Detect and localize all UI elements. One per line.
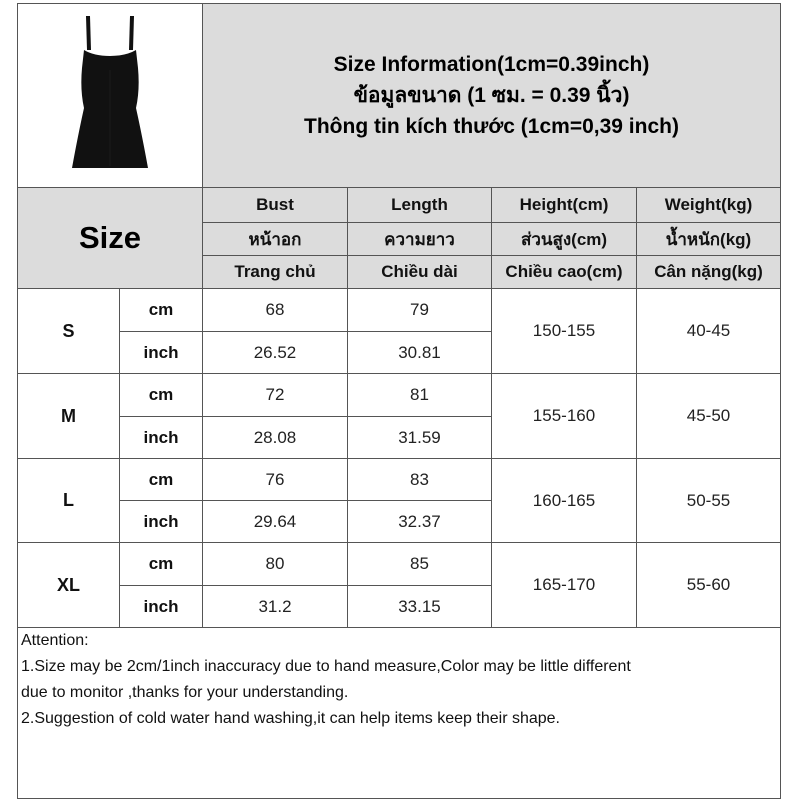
l-weight: 50-55	[686, 490, 731, 510]
weight-header-th: น้ำหนัก(kg)	[637, 223, 780, 255]
grid-line	[119, 416, 491, 417]
grid-line	[119, 288, 120, 628]
title-vietnamese: Thông tin kích thước (1cm=0,39 inch)	[304, 115, 679, 138]
xl-length-cm: 85	[410, 554, 429, 573]
xl-bust-inch: 31.2	[258, 596, 292, 616]
length-header-th: ความยาว	[348, 223, 491, 255]
unit-cm: cm	[148, 300, 174, 319]
l-bust-cm: 76	[265, 469, 285, 489]
title-thai: ข้อมูลขนาด (1 ซม. = 0.39 นิ้ว)	[353, 84, 630, 107]
bust-header-th: หน้าอก	[203, 223, 347, 255]
attention-notes	[21, 628, 781, 732]
grid-line	[119, 500, 491, 501]
unit-inch: inch	[143, 427, 179, 447]
size-info-header	[203, 4, 780, 187]
bust-header-vi: Trang chủ	[203, 256, 347, 288]
dress-icon	[50, 10, 170, 182]
grid-line	[119, 585, 491, 586]
height-header-en: Height(cm)	[492, 188, 636, 222]
s-height: 150-155	[532, 321, 596, 340]
size-s-label: S	[62, 320, 75, 341]
size-xl-label: XL	[56, 574, 80, 595]
unit-cm: cm	[148, 385, 174, 404]
xl-bust-cm: 80	[265, 554, 285, 573]
m-length-inch: 31.59	[398, 427, 441, 447]
grid-line	[119, 331, 491, 332]
s-length-inch: 30.81	[398, 342, 441, 362]
grid-line	[202, 3, 203, 628]
note-line-1: 1.Size may be 2cm/1inch inaccuracy due to hand measure,Color may be little different	[21, 658, 631, 675]
l-bust-inch: 29.64	[253, 511, 297, 531]
grid-line	[17, 288, 781, 289]
size-column-header	[18, 188, 202, 288]
grid-line	[636, 187, 637, 628]
grid-line	[347, 187, 348, 628]
m-length-cm: 81	[410, 385, 429, 404]
note-line-3: 2.Suggestion of cold water hand washing,it can help items keep their shape.	[21, 710, 560, 727]
note-line-2: due to monitor ,thanks for your understanding.	[21, 684, 349, 701]
m-weight: 45-50	[686, 406, 731, 425]
size-m-label: M	[61, 405, 76, 426]
xl-weight: 55-60	[686, 575, 731, 594]
weight-header-en: Weight(kg)	[637, 188, 780, 222]
m-bust-cm: 72	[265, 385, 285, 404]
grid-line	[17, 542, 781, 543]
size-header-label: Size	[78, 220, 142, 255]
length-header-en: Length	[348, 188, 491, 222]
note-heading: Attention:	[21, 632, 89, 649]
bust-header-en: Bust	[203, 188, 347, 222]
grid-line	[491, 187, 492, 628]
unit-cm: cm	[148, 469, 174, 489]
grid-line	[17, 187, 781, 188]
l-length-cm: 83	[410, 469, 429, 489]
s-weight: 40-45	[686, 321, 731, 340]
m-height: 155-160	[532, 406, 596, 425]
l-length-inch: 32.37	[398, 511, 441, 531]
title-english: Size Information(1cm=0.39inch)	[333, 53, 650, 76]
s-length-cm: 79	[410, 300, 429, 319]
unit-inch: inch	[143, 342, 179, 362]
weight-header-vi: Cân nặng(kg)	[637, 256, 780, 288]
length-header-vi: Chiều dài	[348, 256, 491, 288]
height-header-th: ส่วนสูง(cm)	[492, 223, 636, 255]
grid-line	[17, 373, 781, 374]
grid-line	[17, 458, 781, 459]
l-height: 160-165	[532, 490, 596, 510]
unit-inch: inch	[143, 511, 179, 531]
unit-inch: inch	[143, 596, 179, 616]
s-bust-cm: 68	[265, 300, 285, 319]
size-l-label: L	[63, 490, 74, 510]
unit-cm: cm	[148, 554, 174, 573]
xl-length-inch: 33.15	[398, 596, 441, 616]
s-bust-inch: 26.52	[253, 342, 297, 362]
height-header-vi: Chiều cao(cm)	[492, 256, 636, 288]
product-image	[40, 6, 180, 186]
xl-height: 165-170	[532, 575, 596, 594]
m-bust-inch: 28.08	[253, 427, 297, 447]
